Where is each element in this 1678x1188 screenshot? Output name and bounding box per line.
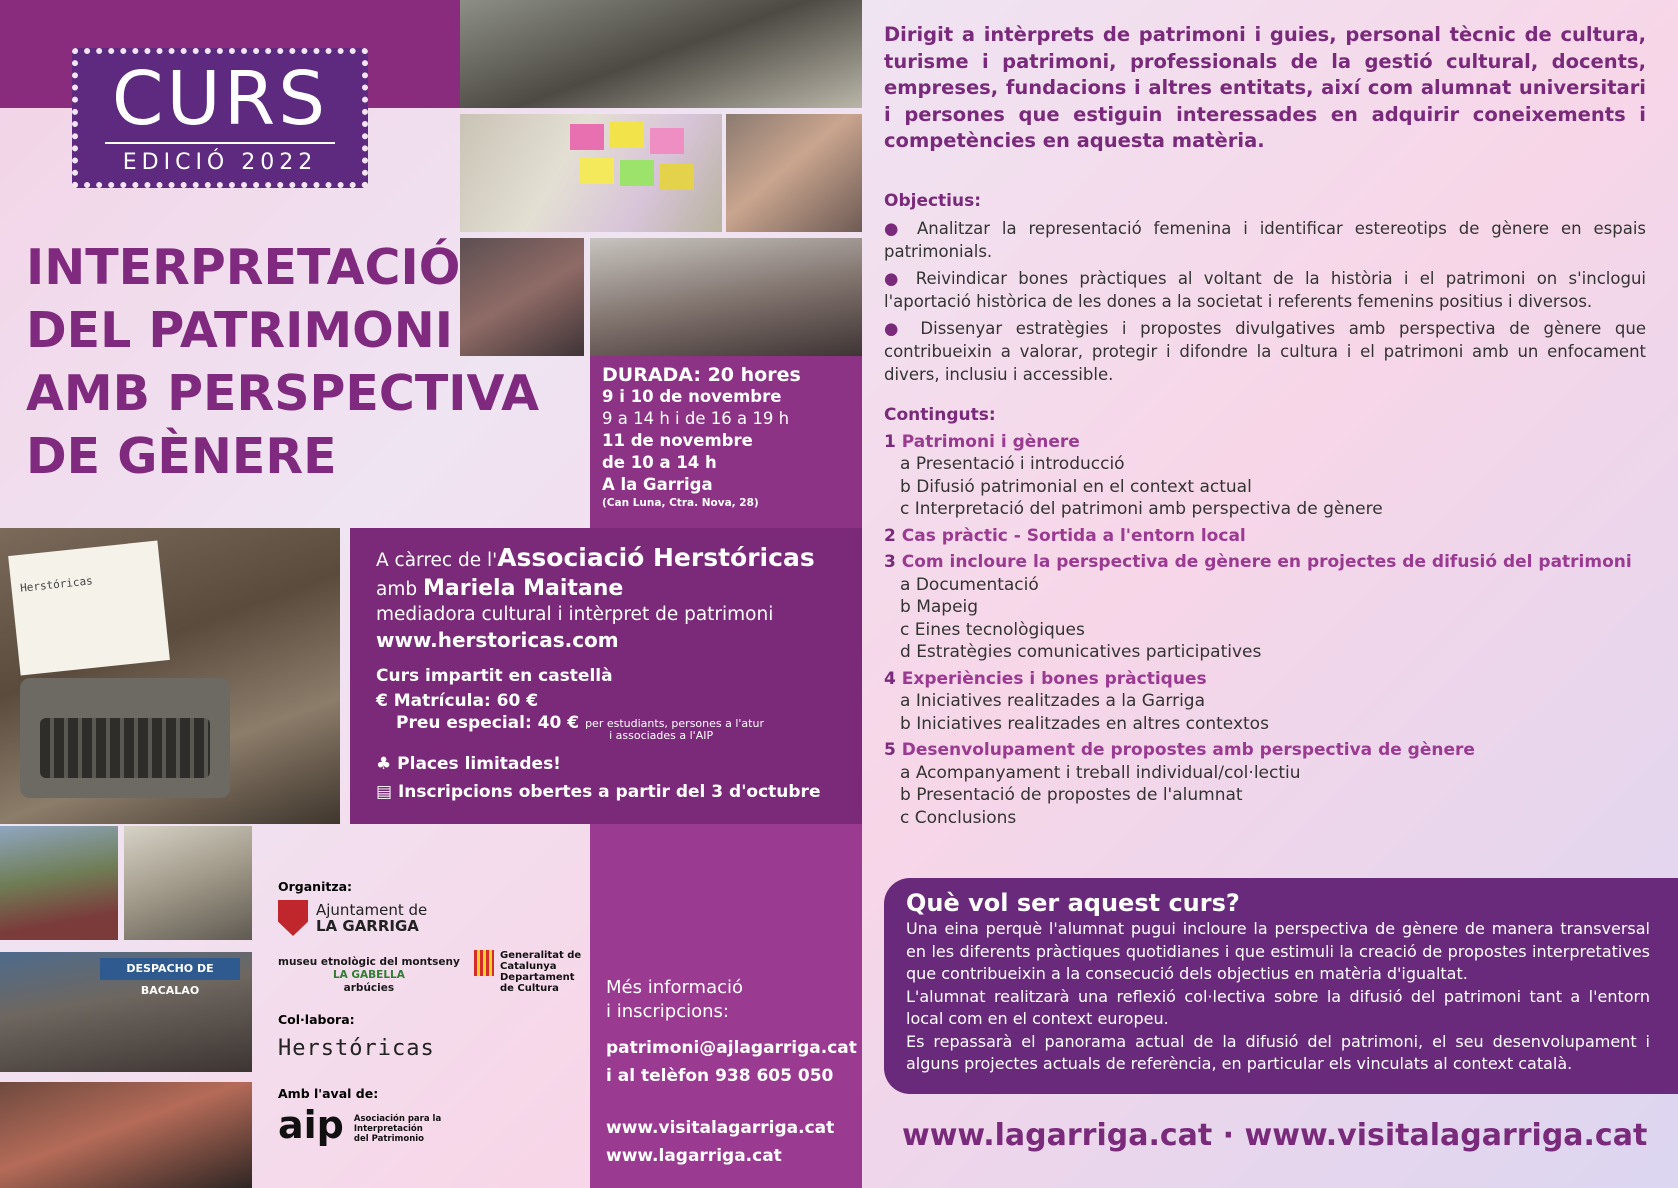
stamp-title: CURS (111, 55, 329, 142)
bullet-icon: ● (884, 269, 905, 288)
purpose-paragraph: L'alumnat realitzarà una reflexió col·lectiva sobre la difusió del patrimoni tant a l'entorn local com en el context europeu. (906, 986, 1650, 1028)
title-line: INTERPRETACIÓ (26, 239, 461, 296)
content-subitem: c Interpretació del patrimoni amb perspectiva de gènere (900, 499, 1383, 519)
content-section-title (884, 739, 1646, 762)
footer-links[interactable]: www.lagarriga.cat · www.visitalagarriga.cat (902, 1118, 1648, 1153)
duration-title: DURADA: 20 hores (602, 364, 801, 386)
content-section-title (884, 525, 1646, 548)
collabora-label: Col·labora: (278, 1012, 355, 1027)
audience-intro: Dirigit a intèrprets de patrimoni i guies, personal tècnic de cultura, turisme i patrimoni, professionals de la gestió cultural, docents, empreses, fundacions i altres entitats, així com alumnat universitari i persones que estiguin interessades en adquirir coneixements i competències en aquesta matèria. (884, 23, 1646, 152)
special-price-note (585, 712, 764, 742)
instructor-role: mediadora cultural i intèrpret de patrimoni (376, 604, 774, 625)
herstoricas-logo: Herstóricas (278, 1036, 435, 1061)
registration-text: Inscripcions obertes a partir del 3 d'octubre (397, 782, 821, 802)
shield-icon (278, 900, 308, 936)
content-subitem: d Estratègies comunicatives participatives (900, 642, 1262, 662)
organizer-name: Associació Herstóricas (497, 543, 815, 572)
purpose-box (884, 878, 1678, 1094)
photo-people-looking (726, 114, 862, 232)
content-subitem: b Difusió patrimonial en el context actual (900, 476, 1252, 497)
content-section-title (884, 668, 1646, 691)
section-number: 3 (884, 552, 896, 572)
sticky-note (650, 128, 684, 154)
section-number: 4 (884, 668, 896, 689)
content-subitem: b Presentació de propostes de l'alumnat (900, 785, 1243, 805)
organizer-prefix: A càrrec de l' (376, 550, 498, 571)
purpose-paragraph: Una eina perquè l'alumnat pugui incloure la perspectiva de gènere de manera transversal en les diferents pràctiques quotidianes i que estimuli la creació de propostes interpretatives que contribueixin a la consecució dels objectius en matèria d'igualtat. (906, 919, 1650, 983)
paper-text: Herstóricas (19, 574, 94, 595)
photo-workshop-table (0, 1082, 252, 1188)
section-title-text: Com incloure la perspectiva de gènere en projectes de difusió del patrimoni (901, 552, 1632, 572)
limited-text: Places limitades! (397, 754, 561, 774)
instructor-line (376, 575, 840, 604)
section-title-text: Cas pràctic - Sortida a l'entorn local (901, 525, 1246, 546)
people-icon: ♣ (376, 754, 392, 774)
sticky-note (580, 158, 614, 184)
content-subitem: c Eines tecnològiques (900, 619, 1085, 640)
organizer-line (376, 544, 840, 575)
photo-classroom (460, 0, 862, 108)
section-title-text: Patrimoni i gènere (901, 431, 1080, 452)
objectives-section (884, 190, 1646, 386)
senyera-icon (474, 950, 494, 976)
address: (Can Luna, Ctra. Nova, 28) (602, 497, 759, 509)
bullet-icon: ● (884, 219, 906, 238)
photo-street-group (590, 238, 862, 356)
contact-email[interactable]: patrimoni@ajlagarriga.cat (606, 1038, 857, 1058)
purpose-paragraph: Es repassarà el panorama actual de la difusió del patrimoni, el seu desenvolupament i alguns projectes actuals de referència, en particular els vinculats al context català. (906, 1031, 1650, 1073)
aip-line-3: del Patrimonio (353, 1134, 425, 1144)
instructor-box (350, 528, 862, 824)
section-number: 2 (884, 525, 896, 546)
museu-line-3: arbúcies (343, 982, 395, 994)
contents-section (884, 404, 1646, 829)
place: A la Garriga (602, 475, 713, 494)
objective-item: ● Analitzar la representació femenina i identificar estereotips de gènere en espais patrimonials. (884, 219, 1647, 261)
content-section-title (884, 551, 1646, 574)
section-title-text: Experiències i bones pràctiques (901, 668, 1207, 689)
title-line: AMB PERSPECTIVA (26, 365, 540, 422)
gen-line-1: Generalitat de (500, 950, 582, 961)
gen-line-3: Departament (500, 972, 575, 983)
aip-line-2: Interpretación (353, 1124, 423, 1134)
hours-2: de 10 a 14 h (602, 453, 717, 472)
course-stamp (72, 48, 368, 188)
content-subitem: a Presentació i introducció (900, 454, 1125, 474)
more-info-2: i inscripcions: (606, 1001, 729, 1022)
stamp-edition: EDICIÓ 2022 (122, 149, 318, 175)
herstoricas-link[interactable]: www.herstoricas.com (376, 628, 619, 652)
course-title (26, 236, 566, 488)
photo-stone-fountain (124, 826, 252, 940)
limited-places (376, 750, 840, 778)
content-subitem: a Documentació (900, 574, 1039, 595)
town-link[interactable]: www.lagarriga.cat (606, 1146, 782, 1166)
aip-line-1: Asociación para la (353, 1114, 442, 1124)
sticky-note (660, 164, 694, 190)
registration-note (376, 778, 840, 806)
gen-line-2: Catalunya (500, 961, 557, 972)
ajuntament-name (316, 902, 427, 934)
special-price: Preu especial: 40 € (396, 713, 580, 733)
language-note: Curs impartit en castellà (376, 666, 613, 686)
stamp-divider (105, 142, 335, 144)
purpose-title: Què vol ser aquest curs? (906, 889, 1240, 917)
contact-phone: i al telèfon 938 605 050 (606, 1066, 834, 1086)
special-price-line (376, 712, 840, 742)
sticky-note (610, 122, 644, 148)
photo-mountain-group (0, 826, 118, 940)
paper-sheet (8, 540, 170, 675)
sticky-note (570, 124, 604, 150)
museu-line-2: LA GABELLA (332, 969, 405, 981)
generalitat-logo (474, 950, 581, 994)
typewriter-keys (40, 718, 210, 778)
section-number: 1 (884, 431, 896, 452)
ajuntament-logo (278, 900, 427, 936)
title-line: DEL PATRIMONI (26, 302, 454, 359)
aip-text (354, 1114, 441, 1144)
content-section-title (884, 431, 1646, 454)
section-title-text: Desenvolupament de propostes amb perspectiva de gènere (901, 740, 1475, 760)
content-subitem: a Acompanyament i treball individual/col·lectiu (900, 762, 1301, 783)
sticky-note (620, 160, 654, 186)
shop-sign: DESPACHO DE BACALAO (100, 958, 240, 980)
organizer-label: Organitza: (278, 879, 353, 894)
content-subitem: a Iniciatives realitzades a la Garriga (900, 691, 1206, 711)
instructor-name: Mariela Maitane (422, 576, 624, 601)
aval-label: Amb l'aval de: (278, 1086, 379, 1101)
more-info-1: Més informació (606, 977, 744, 998)
dates-1: 9 i 10 de novembre (602, 387, 782, 406)
title-line: DE GÈNERE (26, 428, 337, 485)
document-icon: ▤ (376, 782, 393, 802)
duration-box (590, 356, 862, 528)
content-subitem: b Mapeig (900, 597, 979, 617)
photo-sticky-notes-map (460, 114, 722, 232)
contents-list (884, 431, 1646, 830)
special-note-1: per estudiants, persones a l'atur (585, 717, 764, 730)
generalitat-text (500, 950, 581, 994)
contact-column (590, 824, 862, 1188)
content-subitem: b Iniciatives realitzades en altres contextos (900, 713, 1269, 734)
ajuntament-bottom: LA GARRIGA (316, 917, 419, 935)
objective-item: ● Reivindicar bones pràctiques al voltant de la història i el patrimoni on s'inclogui l'aportació històrica de les dones a la societat i referents femenins positius i diversos. (884, 269, 1646, 311)
content-subitem: c Conclusions (900, 807, 1017, 828)
contents-heading: Continguts: (884, 405, 996, 425)
photo-shop-front (0, 952, 252, 1072)
objective-item: ● Dissenyar estratègies i propostes divulgatives amb perspectiva de gènere que contribueixin a valorar, protegir i difondre la cultura i el patrimoni amb un enfocament divers, inclusiu i accessible. (884, 319, 1646, 384)
special-note-2: i associades a l'AIP (609, 729, 714, 742)
ajuntament-top: Ajuntament de (316, 901, 428, 919)
fee: € Matrícula: 60 € (376, 691, 539, 711)
objectives-heading: Objectius: (884, 191, 982, 211)
bullet-icon: ● (884, 319, 907, 338)
photo-typewriter (0, 528, 340, 824)
museu-logo (278, 956, 460, 995)
museu-line-1: museu etnològic del montseny (278, 956, 460, 968)
aip-logo (278, 1103, 442, 1147)
hours-1: 9 a 14 h i de 16 a 19 h (602, 409, 790, 428)
visit-link[interactable]: www.visitalagarriga.cat (606, 1118, 835, 1138)
instructor-prefix: amb (376, 579, 423, 600)
aip-mark: aip (278, 1103, 344, 1147)
section-number: 5 (884, 740, 896, 760)
dates-2: 11 de novembre (602, 431, 753, 450)
gen-line-4: de Cultura (500, 983, 559, 994)
